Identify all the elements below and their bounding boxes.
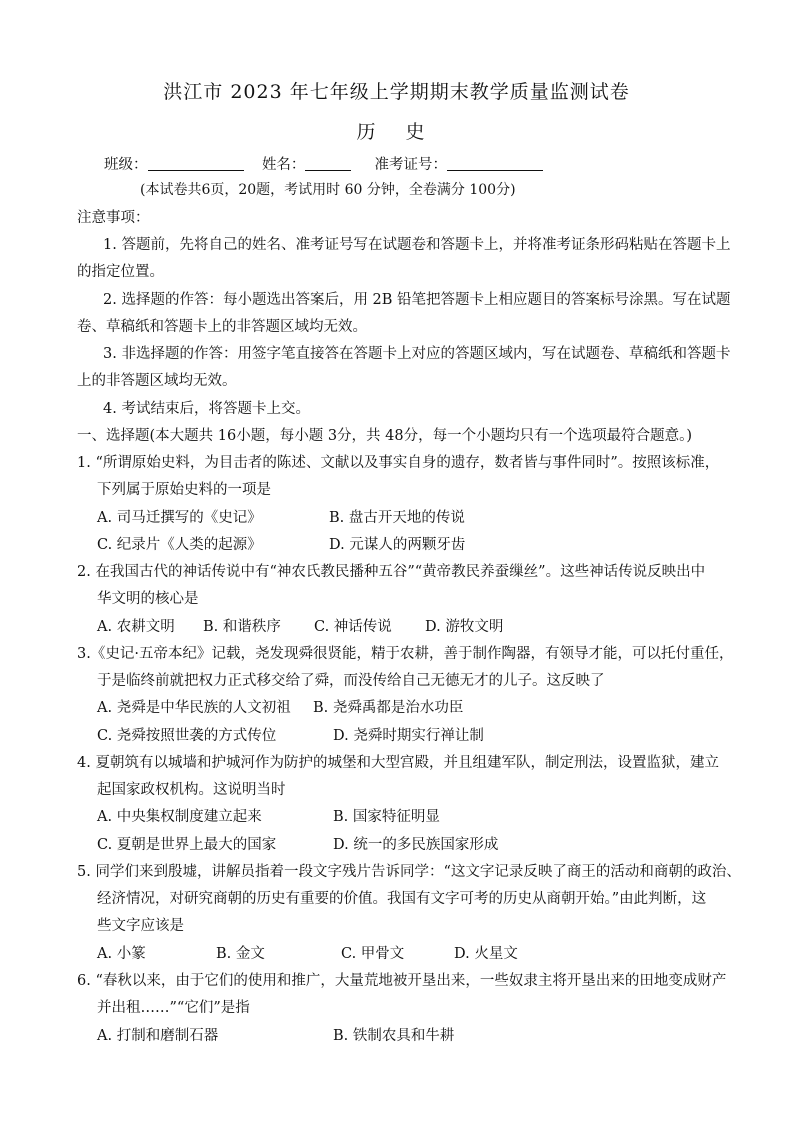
question-2-stem: 2. 在我国古代的神话传说中有“神农氏教民播种五谷”“黄帝教民养蚕缫丝”。这些神话传说反映出中: [77, 564, 706, 580]
question-6-stem: 6. “春秋以来，由于它们的使用和推广，大量荒地被开垦出来，一些奴隶主将开垦出来的田地变成财产: [77, 973, 727, 989]
q1-option-b: B. 盘古开天地的传说: [329, 510, 465, 526]
q2-option-c: C. 神话传说: [314, 619, 392, 635]
exam-title: 洪江市 2023 年七年级上学期期末教学质量监测试卷: [163, 81, 630, 103]
q3-option-c: C. 尧舜按照世袭的方式传位: [97, 728, 277, 744]
q6-option-b: B. 铁制农具和牛耕: [333, 1028, 455, 1044]
q3-option-a: A. 尧舜是中华民族的人文初祖: [97, 700, 291, 716]
question-4-stem: 4. 夏朝筑有以城墙和护城河作为防护的城堡和大型宫殿，并且组建军队，制定刑法，设置监狱，建立: [77, 755, 719, 771]
exam-id-label: 准考证号：: [374, 157, 447, 173]
q2-option-d: D. 游牧文明: [425, 619, 504, 635]
notice-heading: 注意事项：: [77, 210, 150, 226]
q6-option-a: A. 打制和磨制石器: [97, 1028, 219, 1044]
notice-item-4: 4. 考试结束后，将答题卡上交。: [103, 401, 310, 417]
name-label: 姓名：: [261, 157, 306, 173]
question-3-stem-cont: 于是临终前就把权力正式移交给了舜，而没传给自己无德无才的儿子。这反映了: [97, 673, 605, 689]
q5-option-a: A. 小篆: [97, 946, 146, 962]
name-blank: [305, 156, 351, 171]
question-5-stem-cont: 经济情况，对研究商朝的历史有重要的价值。我国有文字可考的历史从商朝开始。”由此判断，这: [97, 891, 707, 907]
question-4-stem-cont: 起国家政权机构。这说明当时: [97, 782, 286, 798]
class-blank: [148, 156, 244, 171]
subject-title: 历 史: [356, 121, 437, 143]
q4-option-d: D. 统一的多民族国家形成: [333, 837, 499, 853]
q1-option-a: A. 司马迁撰写的《史记》: [97, 510, 262, 526]
section-heading: 一、选择题(本大题共 16小题，每小题 3分，共 48分，每一个小题均只有一个选项最符合题意。): [77, 428, 693, 444]
question-2-stem-cont: 华文明的核心是: [97, 591, 199, 607]
question-5-stem-cont-2: 些文字应该是: [97, 918, 184, 934]
notice-item-1-cont: 的指定位置。: [77, 264, 164, 280]
class-label: 班级：: [104, 157, 148, 173]
q4-option-b: B. 国家特征明显: [333, 809, 440, 825]
q5-option-b: B. 金文: [216, 946, 265, 962]
notice-item-2-cont: 卷、草稿纸和答题卡上的非答题区域均无效。: [77, 319, 367, 335]
q3-option-d: D. 尧舜时期实行禅让制: [333, 728, 484, 744]
q1-option-c: C. 纪录片《人类的起源》: [97, 537, 262, 553]
q3-option-b: B. 尧舜禹都是治水功臣: [313, 700, 464, 716]
q5-option-d: D. 火星文: [454, 946, 518, 962]
notice-item-2: 2. 选择题的作答：每小题选出答案后，用 2B 铅笔把答题卡上相应题目的答案标号涂黑。写在试题: [103, 292, 731, 308]
notice-item-3-cont: 上的非答题区域均无效。: [77, 373, 237, 389]
question-1-stem: 1. “所谓原始史料，为目击者的陈述、文献以及事实自身的遗存，数者皆与事件同时”。按照该标准，: [77, 455, 720, 471]
exam-id-blank: [447, 156, 543, 171]
notice-item-1: 1. 答题前，先将自己的姓名、准考证号写在试题卷和答题卡上，并将准考证条形码粘贴在答题卡上: [103, 237, 731, 253]
question-5-stem: 5. 同学们来到殷墟，讲解员指着一段文字残片告诉同学：“这文字记录反映了商王的活动和商朝的政治、: [77, 864, 741, 880]
q5-option-c: C. 甲骨文: [341, 946, 405, 962]
q2-option-a: A. 农耕文明: [97, 619, 175, 635]
notice-item-3: 3. 非选择题的作答：用签字笔直接答在答题卡上对应的答题区域内，写在试题卷、草稿纸和答题卡: [103, 346, 731, 362]
exam-note: (本试卷共6页，20题，考试用时 60 分钟，全卷满分 100分): [140, 182, 516, 198]
q1-option-d: D. 元谋人的两颗牙齿: [329, 537, 466, 553]
student-info-row: [104, 155, 543, 175]
question-1-stem-cont: 下列属于原始史料的一项是: [97, 482, 271, 498]
q2-option-b: B. 和谐秩序: [203, 619, 281, 635]
q4-option-a: A. 中央集权制度建立起来: [97, 809, 262, 825]
q4-option-c: C. 夏朝是世界上最大的国家: [97, 837, 277, 853]
question-3-stem: 3.《史记·五帝本纪》记载，尧发现舜很贤能，精于农耕，善于制作陶器，有领导才能，可以托付重任，: [77, 646, 734, 662]
question-6-stem-cont: 并出租……”“它们”是指: [97, 1000, 250, 1016]
